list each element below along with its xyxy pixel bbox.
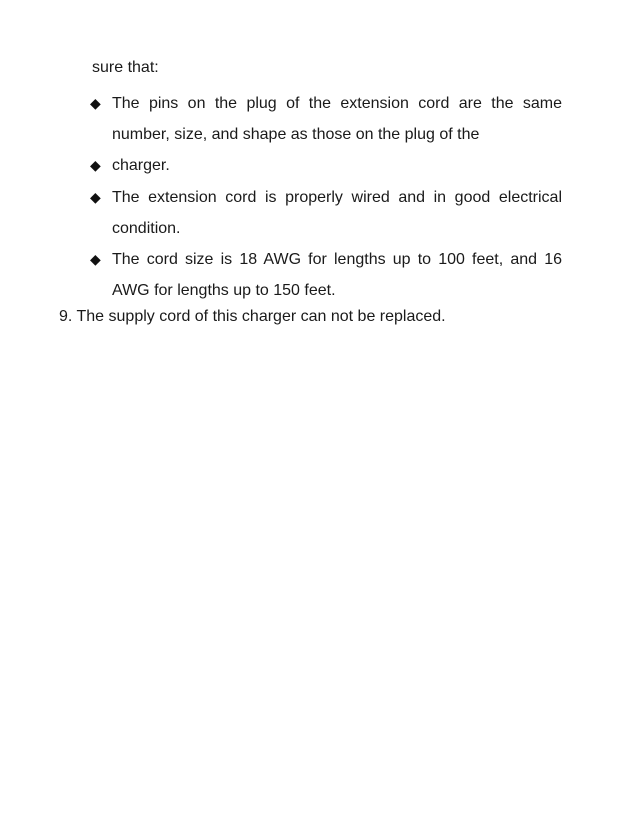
requirements-list — [90, 88, 562, 306]
list-item — [90, 150, 562, 181]
continuation-text: sure that: — [92, 59, 159, 76]
list-item — [90, 182, 562, 244]
numbered-item-9: 9. The supply cord of this charger can not be replaced. — [59, 308, 446, 325]
diamond-bullet-icon: ◆ — [90, 251, 101, 268]
list-item-text: The cord size is 18 AWG for lengths up to 100 feet, and 16 AWG for lengths up to 150 feet. — [112, 251, 562, 300]
diamond-bullet-icon: ◆ — [90, 95, 101, 111]
diamond-bullet-icon: ◆ — [90, 188, 101, 205]
list-item — [90, 88, 562, 150]
diamond-bullet-icon: ◆ — [90, 157, 101, 174]
list-item-text: charger. — [112, 157, 170, 175]
list-item-text: The pins on the plug of the extension cord are the same number, size, and shape as those on the plug of the — [112, 95, 562, 144]
list-item — [90, 244, 562, 306]
list-item-text: The extension cord is properly wired and in good electrical condition. — [112, 188, 562, 237]
